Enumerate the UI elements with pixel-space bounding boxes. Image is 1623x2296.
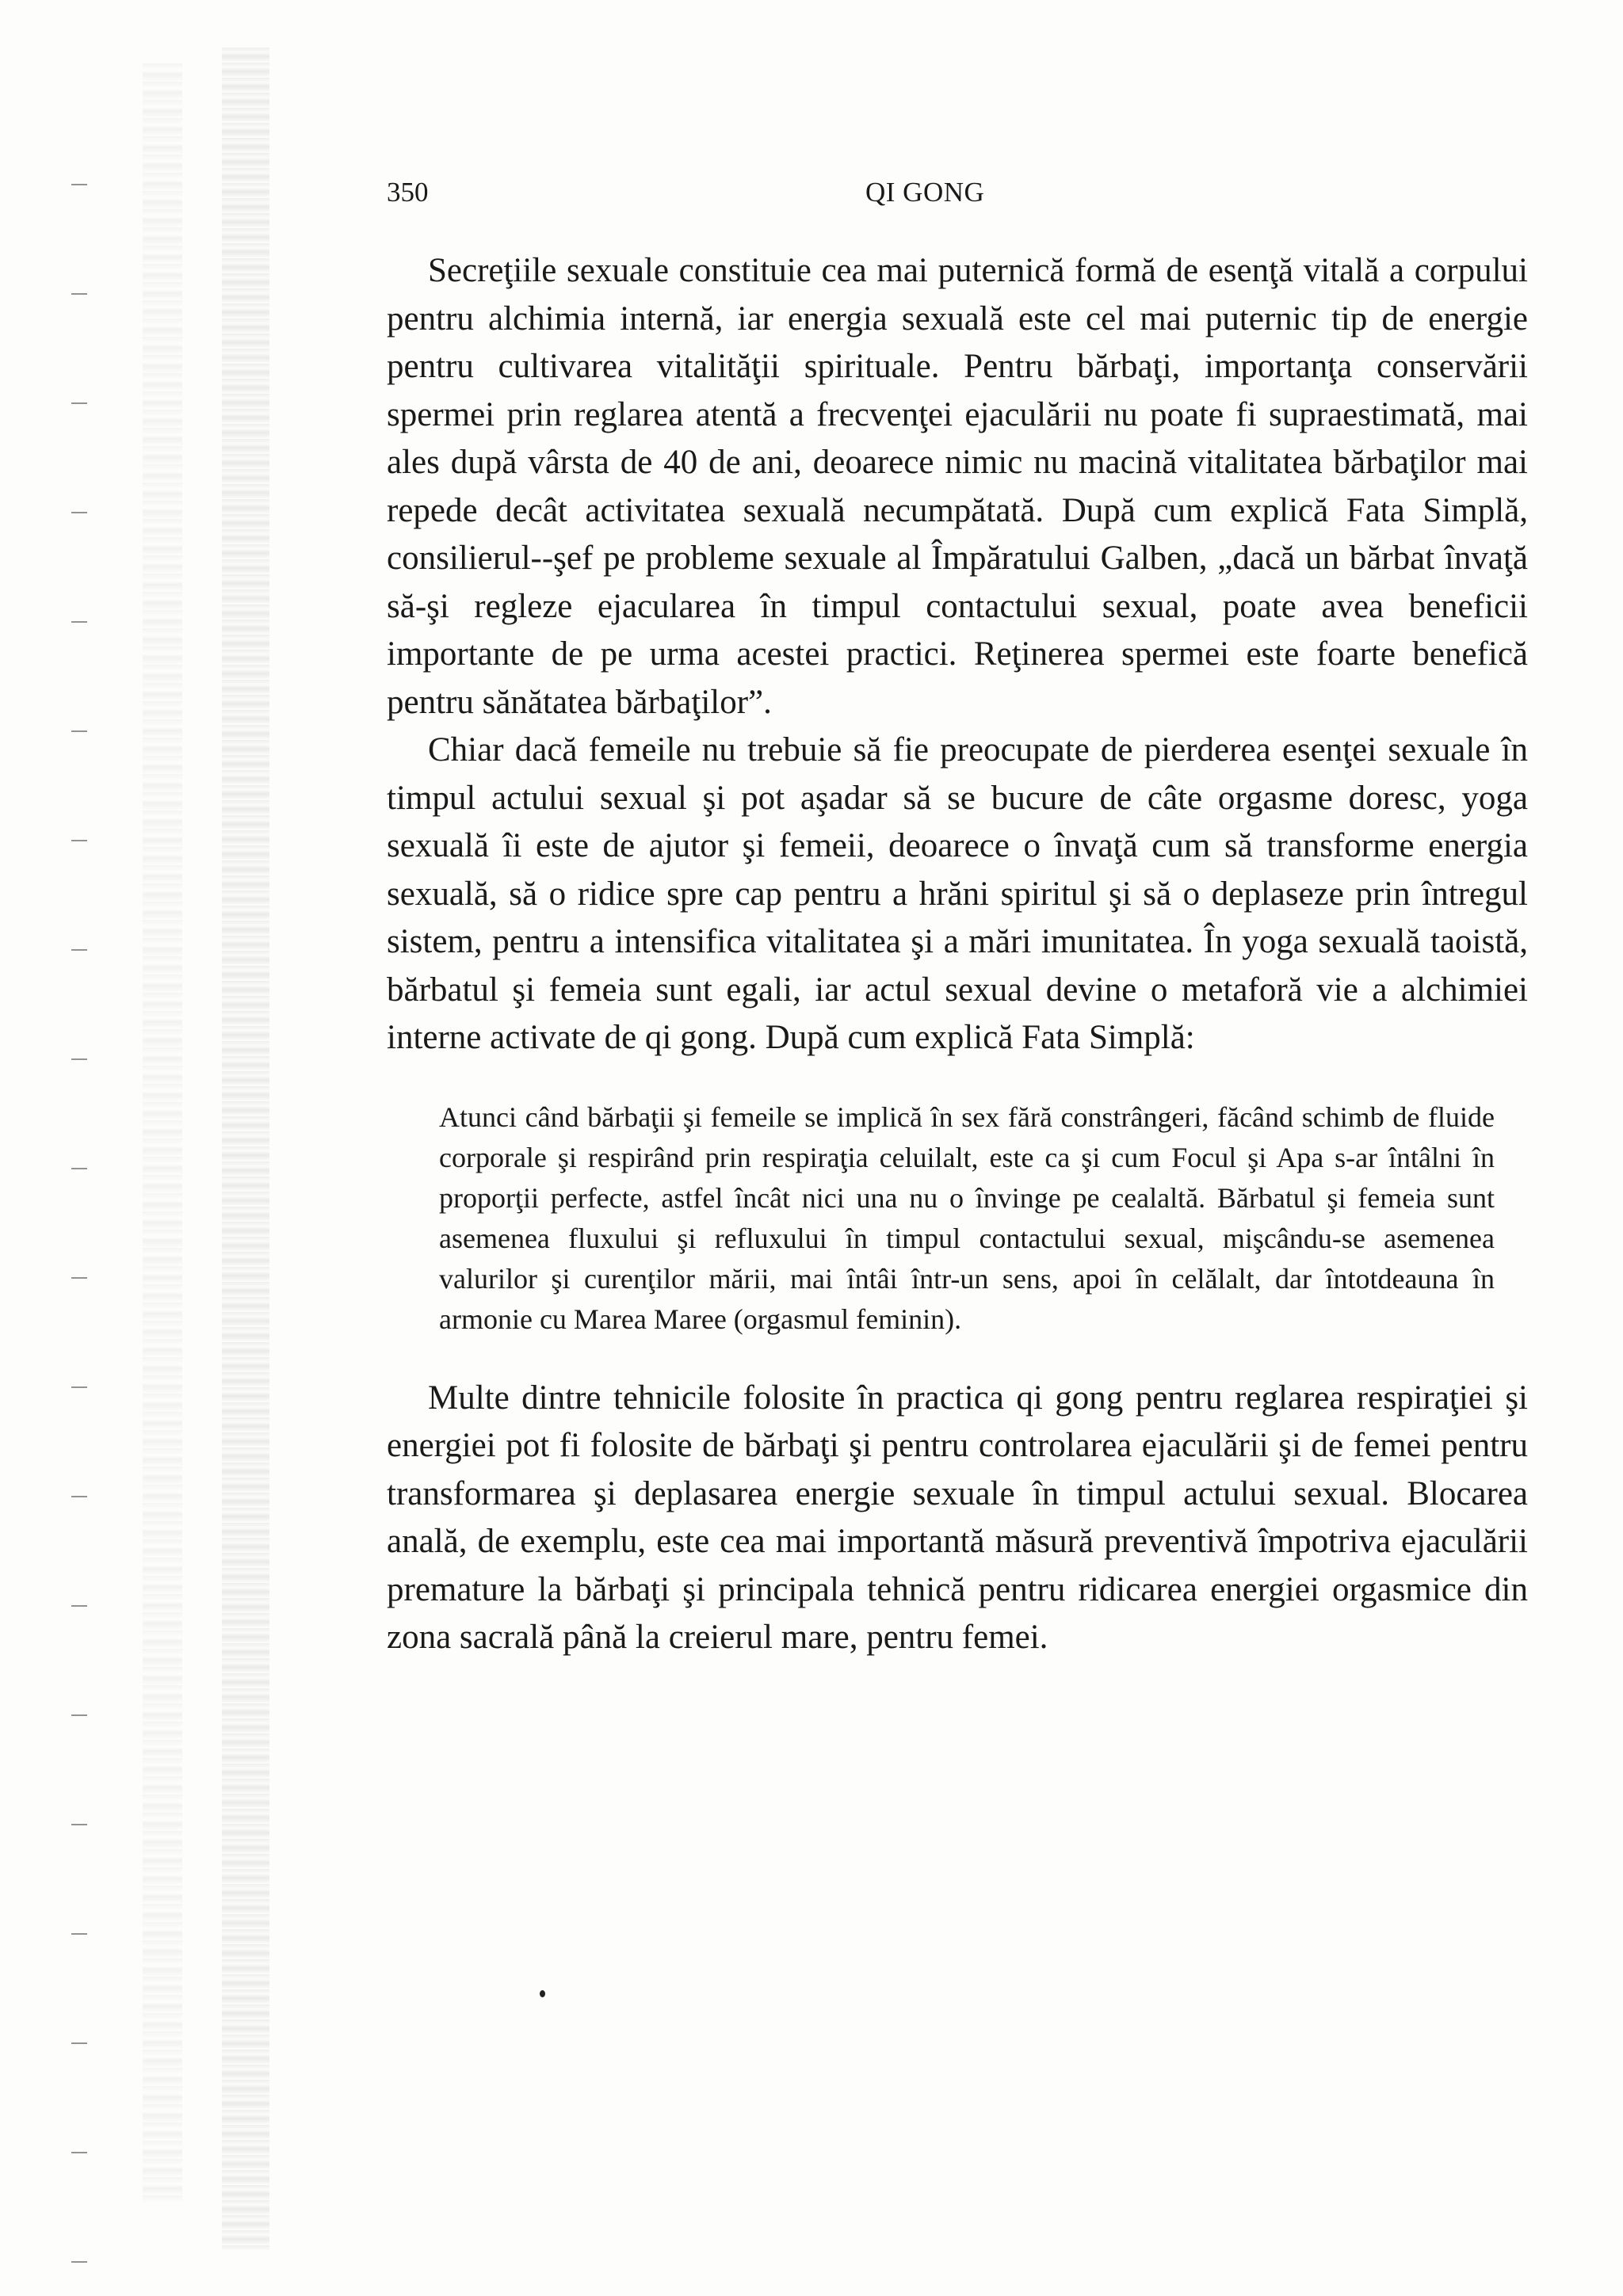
scan-shadow (143, 63, 182, 2203)
paragraph: Chiar dacă femeile nu trebuie să fie preocupate de pierderea esenţei sexuale în timpul actului sexual şi pot aşadar să se bucure de câte orgasme doresc, yoga sexuală îi este de ajutor şi femeii, deoarece o învaţă cum să transforme energia sexuală, să o ridice spre cap pentru a hrăni spiritul şi să o deplaseze prin întregul sistem, pentru a intensifica vitalitatea şi a mări imunitatea. În yoga sexuală taoistă, bărbatul şi femeia sunt egali, iar actul sexual devine o metaforă vie a alchimiei interne activate de qi gong. După cum explică Fata Simplă: (387, 731, 1528, 1056)
running-header (387, 173, 1528, 212)
scan-margin-marks (71, 79, 87, 2282)
binding-edge (222, 48, 269, 2250)
book-title: QI GONG (865, 177, 985, 208)
block-quote: Atunci când bărbaţii şi femeile se implică în sex fără constrângeri, făcând schimb de fluide corporale şi respirând prin respiraţia celuilalt, este ca şi cum Focul şi Apa s-ar întâlni în proporţii perfecte, astfel încât nici una nu o învinge pe cealaltă. Bărbatul şi femeia sunt asemenea fluxului şi refluxului în timpul contactului sexual, mişcându-se asemenea valurilor şi curenţilor mării, mai întâi într-un sens, apoi în celălalt, dar întotdeauna în armonie cu Marea Maree (orgasmul feminin). (439, 1100, 1495, 1335)
page-number: 350 (387, 177, 429, 208)
scan-speck (540, 1990, 545, 1997)
page-body (387, 247, 1528, 1662)
paragraph: Secreţiile sexuale constituie cea mai puternică formă de esenţă vitală a corpului pentru alchimia internă, iar energia sexuală este cel mai puternic tip de energie pentru cultivarea vitalităţii spirituale. Pentru bărbaţi, importanţa conservării spermei prin reglarea atentă a frecvenţei ejaculării nu poate fi supraestimată, mai ales după vârsta de 40 de ani, deoarece nimic nu macină vitalitatea bărbaţilor mai repede decât activitatea sexuală necumpătată. După cum explică Fata Simplă, consilierul--şef pe probleme sexuale al Împăratului Galben, „dacă un bărbat învaţă să-şi regleze ejacularea în timpul contactului sexual, poate avea beneficii importante de pe urma acestei practici. Reţinerea spermei este foarte benefică pentru sănătatea bărbaţilor”. (387, 252, 1528, 721)
paragraph: Multe dintre tehnicile folosite în practica qi gong pentru reglarea respiraţiei şi energiei pot fi folosite de bărbaţi şi pentru controlarea ejaculării şi de femei pentru transformarea şi deplasarea energie sexuale în timpul actului sexual. Blocarea anală, de exemplu, este cea mai importantă măsură preventivă împotriva ejaculării premature la bărbaţi şi principala tehnică pentru ridicarea energiei orgasmice din zona sacrală până la creierul mare, pentru femei. (387, 1379, 1528, 1656)
